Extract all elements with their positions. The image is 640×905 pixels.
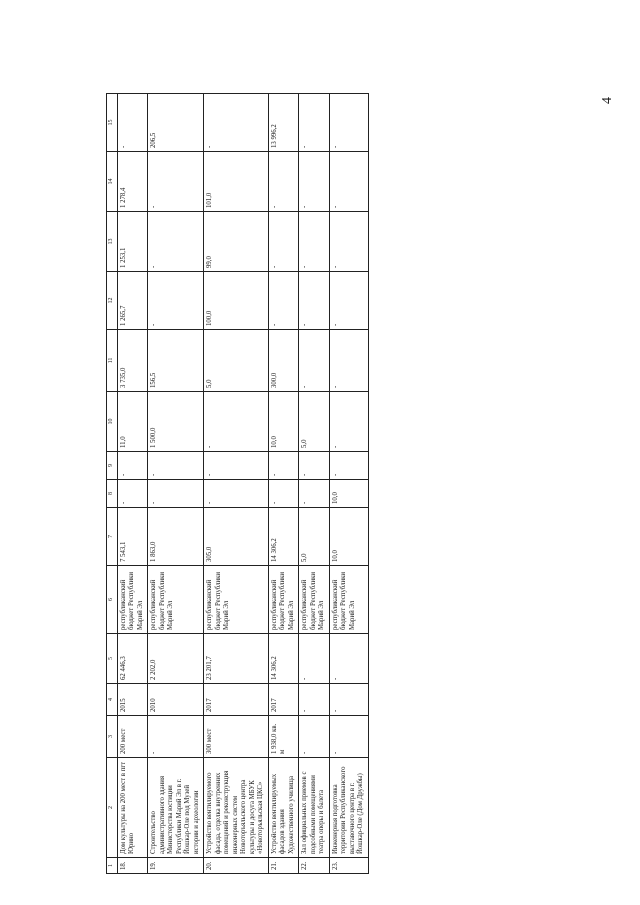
column-number-row: [107, 94, 118, 874]
column-header-8: 8: [107, 480, 118, 508]
table-cell-col-15: -: [118, 94, 148, 152]
table-cell-col-5: 62 446,3: [118, 634, 148, 684]
column-header-5: 5: [107, 634, 118, 684]
table-cell-col-2: Устройство вентилируемого фасада, отделка внутренних помещений и реконструкция инженерных систем Новоторъяльского центра культуры и досуга МБУК «Новоторъяльская ЦКС»: [204, 758, 268, 858]
table-cell-col-5: 14 306,2: [268, 634, 298, 684]
table-cell-col-7: 5,0: [299, 508, 329, 566]
column-header-6: 6: [107, 566, 118, 634]
table-cell-col-4: -: [329, 684, 368, 716]
table-cell-col-13: -: [329, 212, 368, 272]
page-number: 4: [600, 97, 615, 104]
column-header-9: 9: [107, 452, 118, 480]
table-cell-col-15: 13 996,2: [268, 94, 298, 152]
table-cell-col-14: 1 278,4: [118, 152, 148, 212]
table-cell-col-13: 99,0: [204, 212, 268, 272]
table-cell-col-12: 1 265,7: [118, 272, 148, 330]
column-header-7: 7: [107, 508, 118, 566]
table-cell-col-6: республиканский бюджет Республики Марий Эл: [299, 566, 329, 634]
column-header-1: 1: [107, 858, 118, 874]
table-cell-col-2: Строительство административного здания Министерства юстиции Республики Марий Эл в г. Йошкар-Оле под Музей истории и археологии: [148, 758, 204, 858]
column-header-13: 13: [107, 212, 118, 272]
table-cell-col-8: -: [148, 480, 204, 508]
table-cell-col-8: -: [204, 480, 268, 508]
table-cell-col-15: -: [299, 94, 329, 152]
column-header-4: 4: [107, 684, 118, 716]
table-cell-col-9: -: [148, 452, 204, 480]
table-cell-col-2: Дом культуры на 200 мест в пгт Юрино: [118, 758, 148, 858]
table-cell-col-14: 101,0: [204, 152, 268, 212]
table-cell-col-11: 5,0: [204, 330, 268, 392]
table-cell-col-3: -: [148, 716, 204, 758]
column-header-11: 11: [107, 330, 118, 392]
table-cell-col-15: -: [204, 94, 268, 152]
table-cell-col-3: -: [329, 716, 368, 758]
table-cell-col-9: -: [204, 452, 268, 480]
table-row: [299, 94, 329, 874]
table-cell-col-4: 2010: [148, 684, 204, 716]
table-row: [148, 94, 204, 874]
table-cell-col-4: -: [299, 684, 329, 716]
table-cell-col-12: -: [299, 272, 329, 330]
table-cell-col-11: -: [329, 330, 368, 392]
table-cell-col-11: 156,5: [148, 330, 204, 392]
column-header-3: 3: [107, 716, 118, 758]
table-cell-col-11: 300,0: [268, 330, 298, 392]
table-row: [204, 94, 268, 874]
rotated-table-container: [106, 94, 591, 874]
table-cell-col-15: 206,5: [148, 94, 204, 152]
table-cell-col-10: -: [204, 392, 268, 452]
table-cell-col-9: -: [118, 452, 148, 480]
table-cell-col-11: -: [299, 330, 329, 392]
table-cell-col-13: -: [268, 212, 298, 272]
table-cell-col-13: -: [148, 212, 204, 272]
table-cell-col-7: 7 543,1: [118, 508, 148, 566]
table-cell-col-1: 20.: [204, 858, 268, 874]
table-cell-col-13: 1 253,1: [118, 212, 148, 272]
table-cell-col-9: -: [299, 452, 329, 480]
table-cell-col-12: 100,0: [204, 272, 268, 330]
table-cell-col-3: 200 мест: [118, 716, 148, 758]
table-cell-col-10: 11,0: [118, 392, 148, 452]
budget-table: [106, 93, 369, 874]
table-cell-col-10: 10,0: [268, 392, 298, 452]
table-cell-col-8: -: [268, 480, 298, 508]
table-cell-col-12: -: [148, 272, 204, 330]
table-cell-col-12: -: [329, 272, 368, 330]
table-cell-col-14: -: [268, 152, 298, 212]
table-cell-col-1: 21.: [268, 858, 298, 874]
table-cell-col-5: -: [299, 634, 329, 684]
table-cell-col-10: 5,0: [299, 392, 329, 452]
table-row: [329, 94, 368, 874]
table-row: [268, 94, 298, 874]
column-header-12: 12: [107, 272, 118, 330]
column-header-15: 15: [107, 94, 118, 152]
table-cell-col-11: 3 735,0: [118, 330, 148, 392]
table-row: [118, 94, 148, 874]
table-cell-col-8: 10,0: [329, 480, 368, 508]
table-cell-col-2: Инженерная подготовка территории Республиканского выставочного центра в г. Йошкар-Оле (Дом Дружбы): [329, 758, 368, 858]
table-cell-col-13: -: [299, 212, 329, 272]
column-header-10: 10: [107, 392, 118, 452]
table-cell-col-4: 2017: [204, 684, 268, 716]
table-cell-col-5: 23 201,7: [204, 634, 268, 684]
table-cell-col-4: 2015: [118, 684, 148, 716]
table-cell-col-14: -: [148, 152, 204, 212]
table-cell-col-6: республиканский бюджет Республики Марий Эл: [148, 566, 204, 634]
table-cell-col-1: 22.: [299, 858, 329, 874]
table-cell-col-1: 18.: [118, 858, 148, 874]
column-header-14: 14: [107, 152, 118, 212]
table-cell-col-5: 2 202,0: [148, 634, 204, 684]
table-cell-col-3: -: [299, 716, 329, 758]
table-cell-col-5: -: [329, 634, 368, 684]
table-cell-col-6: республиканский бюджет Республики Марий Эл: [329, 566, 368, 634]
table-body: [118, 94, 369, 874]
table-cell-col-10: -: [329, 392, 368, 452]
table-cell-col-6: республиканский бюджет Республики Марий Эл: [268, 566, 298, 634]
table-cell-col-8: -: [118, 480, 148, 508]
table-cell-col-7: 1 863,0: [148, 508, 204, 566]
table-cell-col-3: 300 мест: [204, 716, 268, 758]
table-cell-col-3: 1 938,0 кв. м: [268, 716, 298, 758]
table-cell-col-6: республиканский бюджет Республики Марий Эл: [118, 566, 148, 634]
table-cell-col-10: 1 500,0: [148, 392, 204, 452]
table-cell-col-15: -: [329, 94, 368, 152]
table-cell-col-7: 14 306,2: [268, 508, 298, 566]
table-cell-col-9: -: [268, 452, 298, 480]
table-cell-col-6: республиканский бюджет Республики Марий Эл: [204, 566, 268, 634]
table-cell-col-14: -: [299, 152, 329, 212]
table-cell-col-8: -: [299, 480, 329, 508]
column-header-2: 2: [107, 758, 118, 858]
table-cell-col-2: Зал официальных приемов с подсобными помещениями театра оперы и балета: [299, 758, 329, 858]
table-cell-col-12: -: [268, 272, 298, 330]
table-cell-col-4: 2017: [268, 684, 298, 716]
table-cell-col-7: 10,0: [329, 508, 368, 566]
table-cell-col-2: Устройство вентилируемых фасадов здания Художественного училища: [268, 758, 298, 858]
table-cell-col-7: 305,0: [204, 508, 268, 566]
table-cell-col-1: 23.: [329, 858, 368, 874]
table-cell-col-1: 19.: [148, 858, 204, 874]
table-cell-col-9: -: [329, 452, 368, 480]
table-cell-col-14: -: [329, 152, 368, 212]
